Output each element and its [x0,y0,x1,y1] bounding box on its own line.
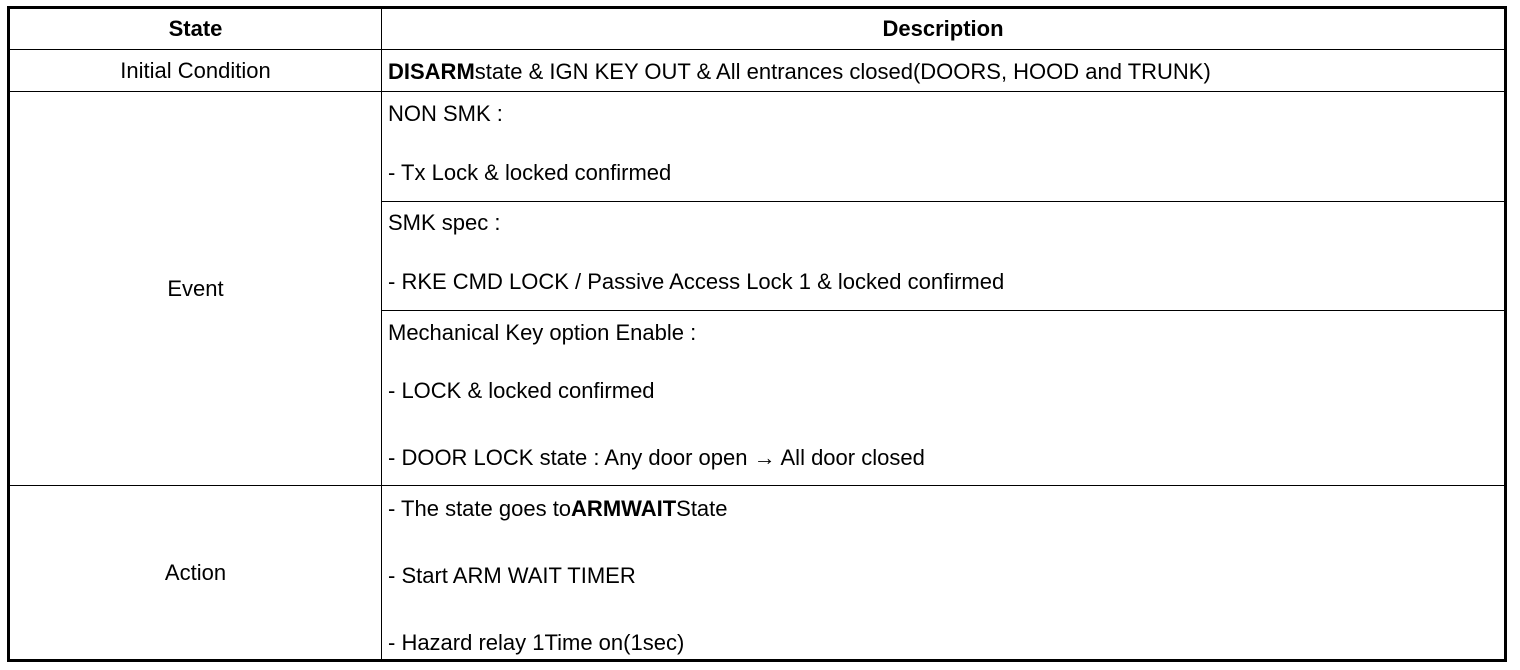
smk-title: SMK spec : [388,210,501,235]
initial-state-cell [10,50,381,91]
header-state-label: State [168,16,223,41]
state-table [7,6,1507,662]
non-smk-title: NON SMK : [388,101,503,126]
action-line-3: - Hazard relay 1Time on(1sec) [388,630,685,655]
action-line-1 [388,496,728,522]
initial-state-label: Initial Condition [120,57,271,83]
action-state-label: Action [164,559,227,585]
column-divider [381,9,382,659]
initial-description-bold: DISARM [388,59,475,84]
action-line-1-pre: - The state goes to [388,496,572,521]
event-state-cell [10,92,381,485]
event-state-label: Event [167,275,224,301]
mech-title: Mechanical Key option Enable : [388,320,697,345]
non-smk-line-1: - Tx Lock & locked confirmed [388,160,672,185]
action-line-1-bold: ARMWAIT [571,496,677,521]
header-description-label: Description [882,16,1004,41]
initial-description [388,59,1211,85]
event-sub-divider-1 [381,201,1504,202]
header-description [382,9,1504,49]
event-sub-divider-2 [381,310,1504,311]
initial-description-rest: state & IGN KEY OUT & All entrances closed(DOORS, HOOD and TRUNK) [474,59,1211,84]
smk-line-1: - RKE CMD LOCK / Passive Access Lock 1 & locked confirmed [388,269,1005,294]
mech-line-1: - LOCK & locked confirmed [388,378,655,403]
mech-line-2: - DOOR LOCK state : Any door open → All door closed [388,445,925,470]
action-state-cell [10,486,381,659]
action-line-2: - Start ARM WAIT TIMER [388,563,636,588]
action-line-1-post: State [676,496,728,521]
header-state [10,9,381,49]
